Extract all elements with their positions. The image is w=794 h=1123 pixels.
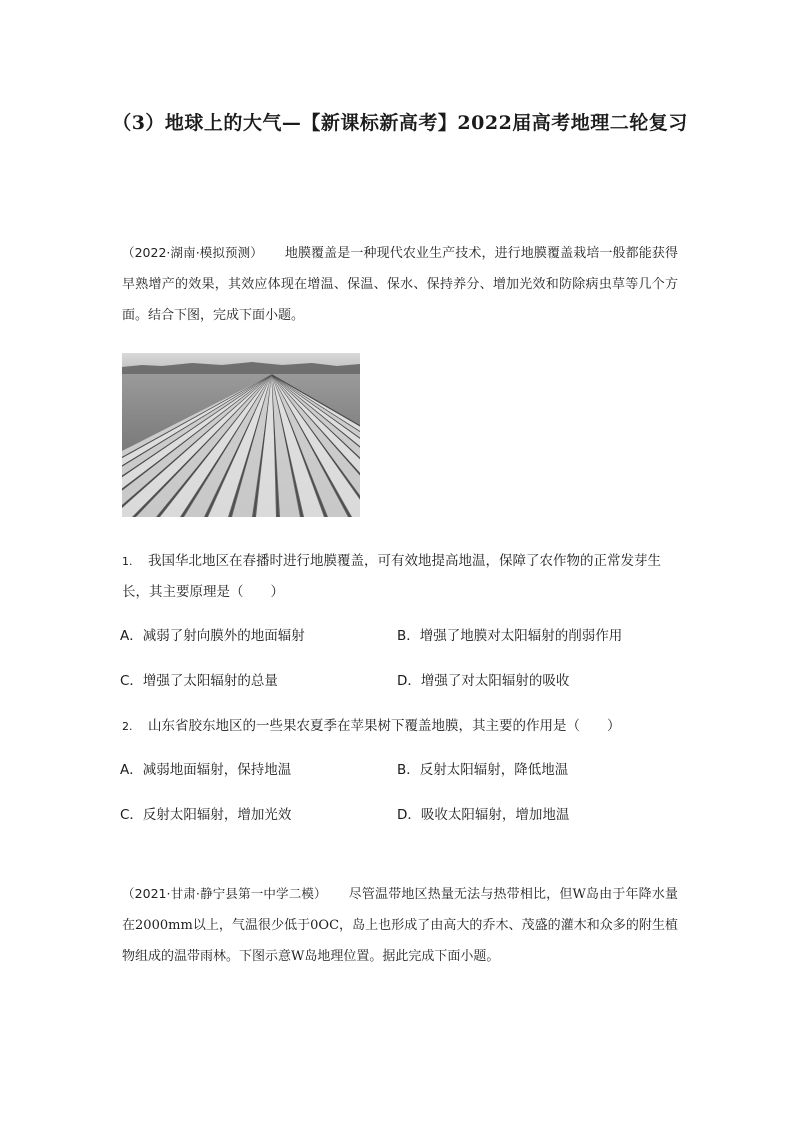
passage-2-source: （2021·甘肃·静宁县第一中学二模） <box>122 886 327 901</box>
question-1-option-d[interactable]: D．增强了对太阳辐射的吸收 <box>397 673 570 689</box>
field-photo-drawing <box>122 353 360 517</box>
question-2-option-d[interactable]: D．吸收太阳辐射，增加地温 <box>397 807 570 823</box>
document-title: （3）地球上的大气—【新课标新高考】2022届高考地理二轮复习 <box>112 112 688 134</box>
question-1-stem: 我国华北地区在春播时进行地膜覆盖，可有效地提高地温，保障了农作物的正常发芽生长，其主要原理是（ ） <box>122 553 661 600</box>
question-1-option-c[interactable]: C．增强了太阳辐射的总量 <box>120 673 278 689</box>
question-1-options-row-2 <box>120 668 680 694</box>
passage-1-source: （2022·湖南·模拟预测） <box>122 245 263 260</box>
question-2-number: 2. <box>122 720 133 733</box>
question-1 <box>122 546 682 607</box>
question-1-number: 1. <box>122 555 133 568</box>
plastic-mulch-field-photo <box>122 353 360 517</box>
question-2 <box>122 711 682 742</box>
question-2-options-row-1 <box>120 757 680 783</box>
question-2-options-row-2 <box>120 802 680 828</box>
passage-1-text: 地膜覆盖是一种现代农业生产技术，进行地膜覆盖栽培一般都能获得早熟增产的效果，其效应体现在增温、保温、保水、保持养分、增加光效和防除病虫草等几个方面。结合下图，完成下面小题。 <box>122 246 678 323</box>
question-2-option-b[interactable]: B．反射太阳辐射，降低地温 <box>397 762 569 778</box>
passage-2-text: 尽管温带地区热量无法与热带相比，但W岛由于年降水量在2000mm以上，气温很少低于0OC，岛上也形成了由高大的乔木、茂盛的灌木和众多的附生植物组成的温带雨林。下图示意W岛地理位置。据此完成下面小题。 <box>122 887 678 964</box>
question-2-option-a[interactable]: A．减弱地面辐射，保持地温 <box>120 762 292 778</box>
question-1-option-a[interactable]: A．减弱了射向膜外的地面辐射 <box>120 628 305 644</box>
passage-2 <box>122 878 678 972</box>
question-2-option-c[interactable]: C．反射太阳辐射，增加光效 <box>120 807 292 823</box>
question-1-option-b[interactable]: B．增强了地膜对太阳辐射的削弱作用 <box>397 628 623 644</box>
question-2-stem: 山东省胶东地区的一些果农夏季在苹果树下覆盖地膜，其主要的作用是（ ） <box>148 718 621 734</box>
passage-1 <box>122 237 678 331</box>
question-1-options-row-1 <box>120 623 680 649</box>
